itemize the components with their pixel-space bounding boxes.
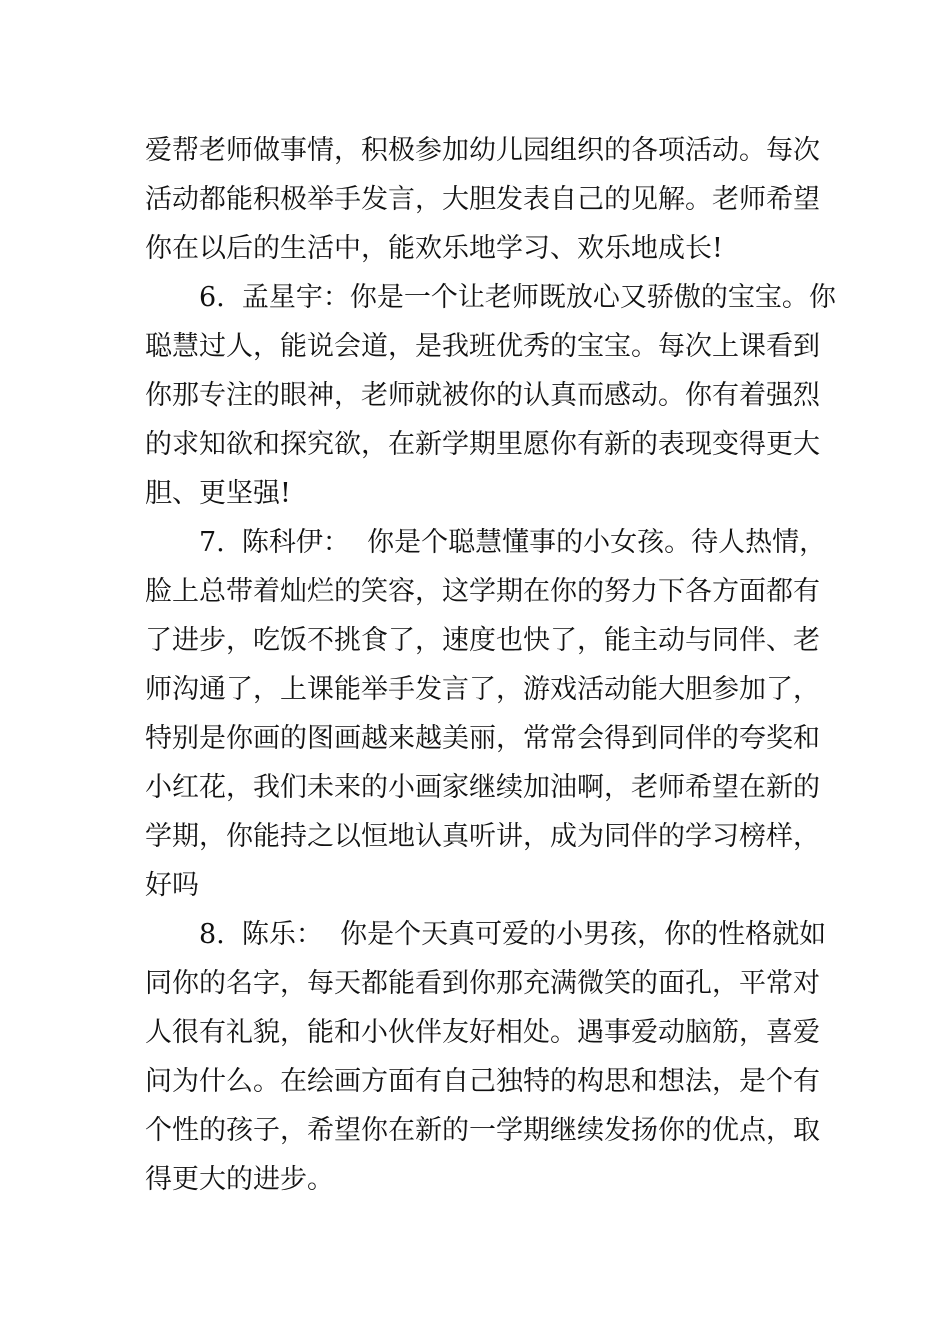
paragraph-line: 师沟通了，上课能举手发言了，游戏活动能大胆参加了， [145,674,820,705]
document-body [145,126,836,1204]
paragraph-line: 同你的名字，每天都能看到你那充满微笑的面孔，平常对 [145,968,820,999]
paragraph-line: 小红花，我们未来的小画家继续加油啊，老师希望在新的 [145,772,820,803]
paragraph-line: 你那专注的眼神，老师就被你的认真而感动。你有着强烈 [145,380,820,411]
paragraph-line: 了进步，吃饭不挑食了，速度也快了，能主动与同伴、老 [145,625,820,656]
paragraph-line: 学期，你能持之以恒地认真听讲，成为同伴的学习榜样， [145,821,820,852]
paragraph-line: 的求知欲和探究欲，在新学期里愿你有新的表现变得更大 [145,429,820,460]
paragraph-line: 你在以后的生活中，能欢乐地学习、欢乐地成长! [145,233,723,264]
paragraph-line: 好吗 [145,870,199,901]
comment-6-paragraph [145,273,836,518]
paragraph-first-line: 7. 陈科伊： 你是个聪慧懂事的小女孩。待人热情， [199,527,827,558]
paragraph-line: 胆、更坚强! [145,478,291,509]
paragraph-line: 脸上总带着灿烂的笑容，这学期在你的努力下各方面都有 [145,576,820,607]
paragraph-line: 人很有礼貌，能和小伙伴友好相处。遇事爱动脑筋，喜爱 [145,1017,820,1048]
intro-paragraph [145,126,820,273]
paragraph-line: 问为什么。在绘画方面有自己独特的构思和想法，是个有 [145,1066,820,1097]
paragraph-line: 聪慧过人，能说会道，是我班优秀的宝宝。每次上课看到 [145,331,820,362]
paragraph-line: 个性的孩子，希望你在新的一学期继续发扬你的优点，取 [145,1115,820,1146]
comment-7-paragraph [145,518,827,910]
paragraph-first-line: 6. 孟星宇：你是一个让老师既放心又骄傲的宝宝。你 [199,282,836,313]
paragraph-line: 特别是你画的图画越来越美丽，常常会得到同伴的夸奖和 [145,723,820,754]
paragraph-line: 得更大的进步。 [145,1164,334,1195]
paragraph-first-line: 8. 陈乐： 你是个天真可爱的小男孩，你的性格就如 [199,919,827,950]
paragraph-line: 活动都能积极举手发言，大胆发表自己的见解。老师希望 [145,184,820,215]
paragraph-line: 爱帮老师做事情，积极参加幼儿园组织的各项活动。每次 [145,135,820,166]
comment-8-paragraph [145,910,827,1204]
